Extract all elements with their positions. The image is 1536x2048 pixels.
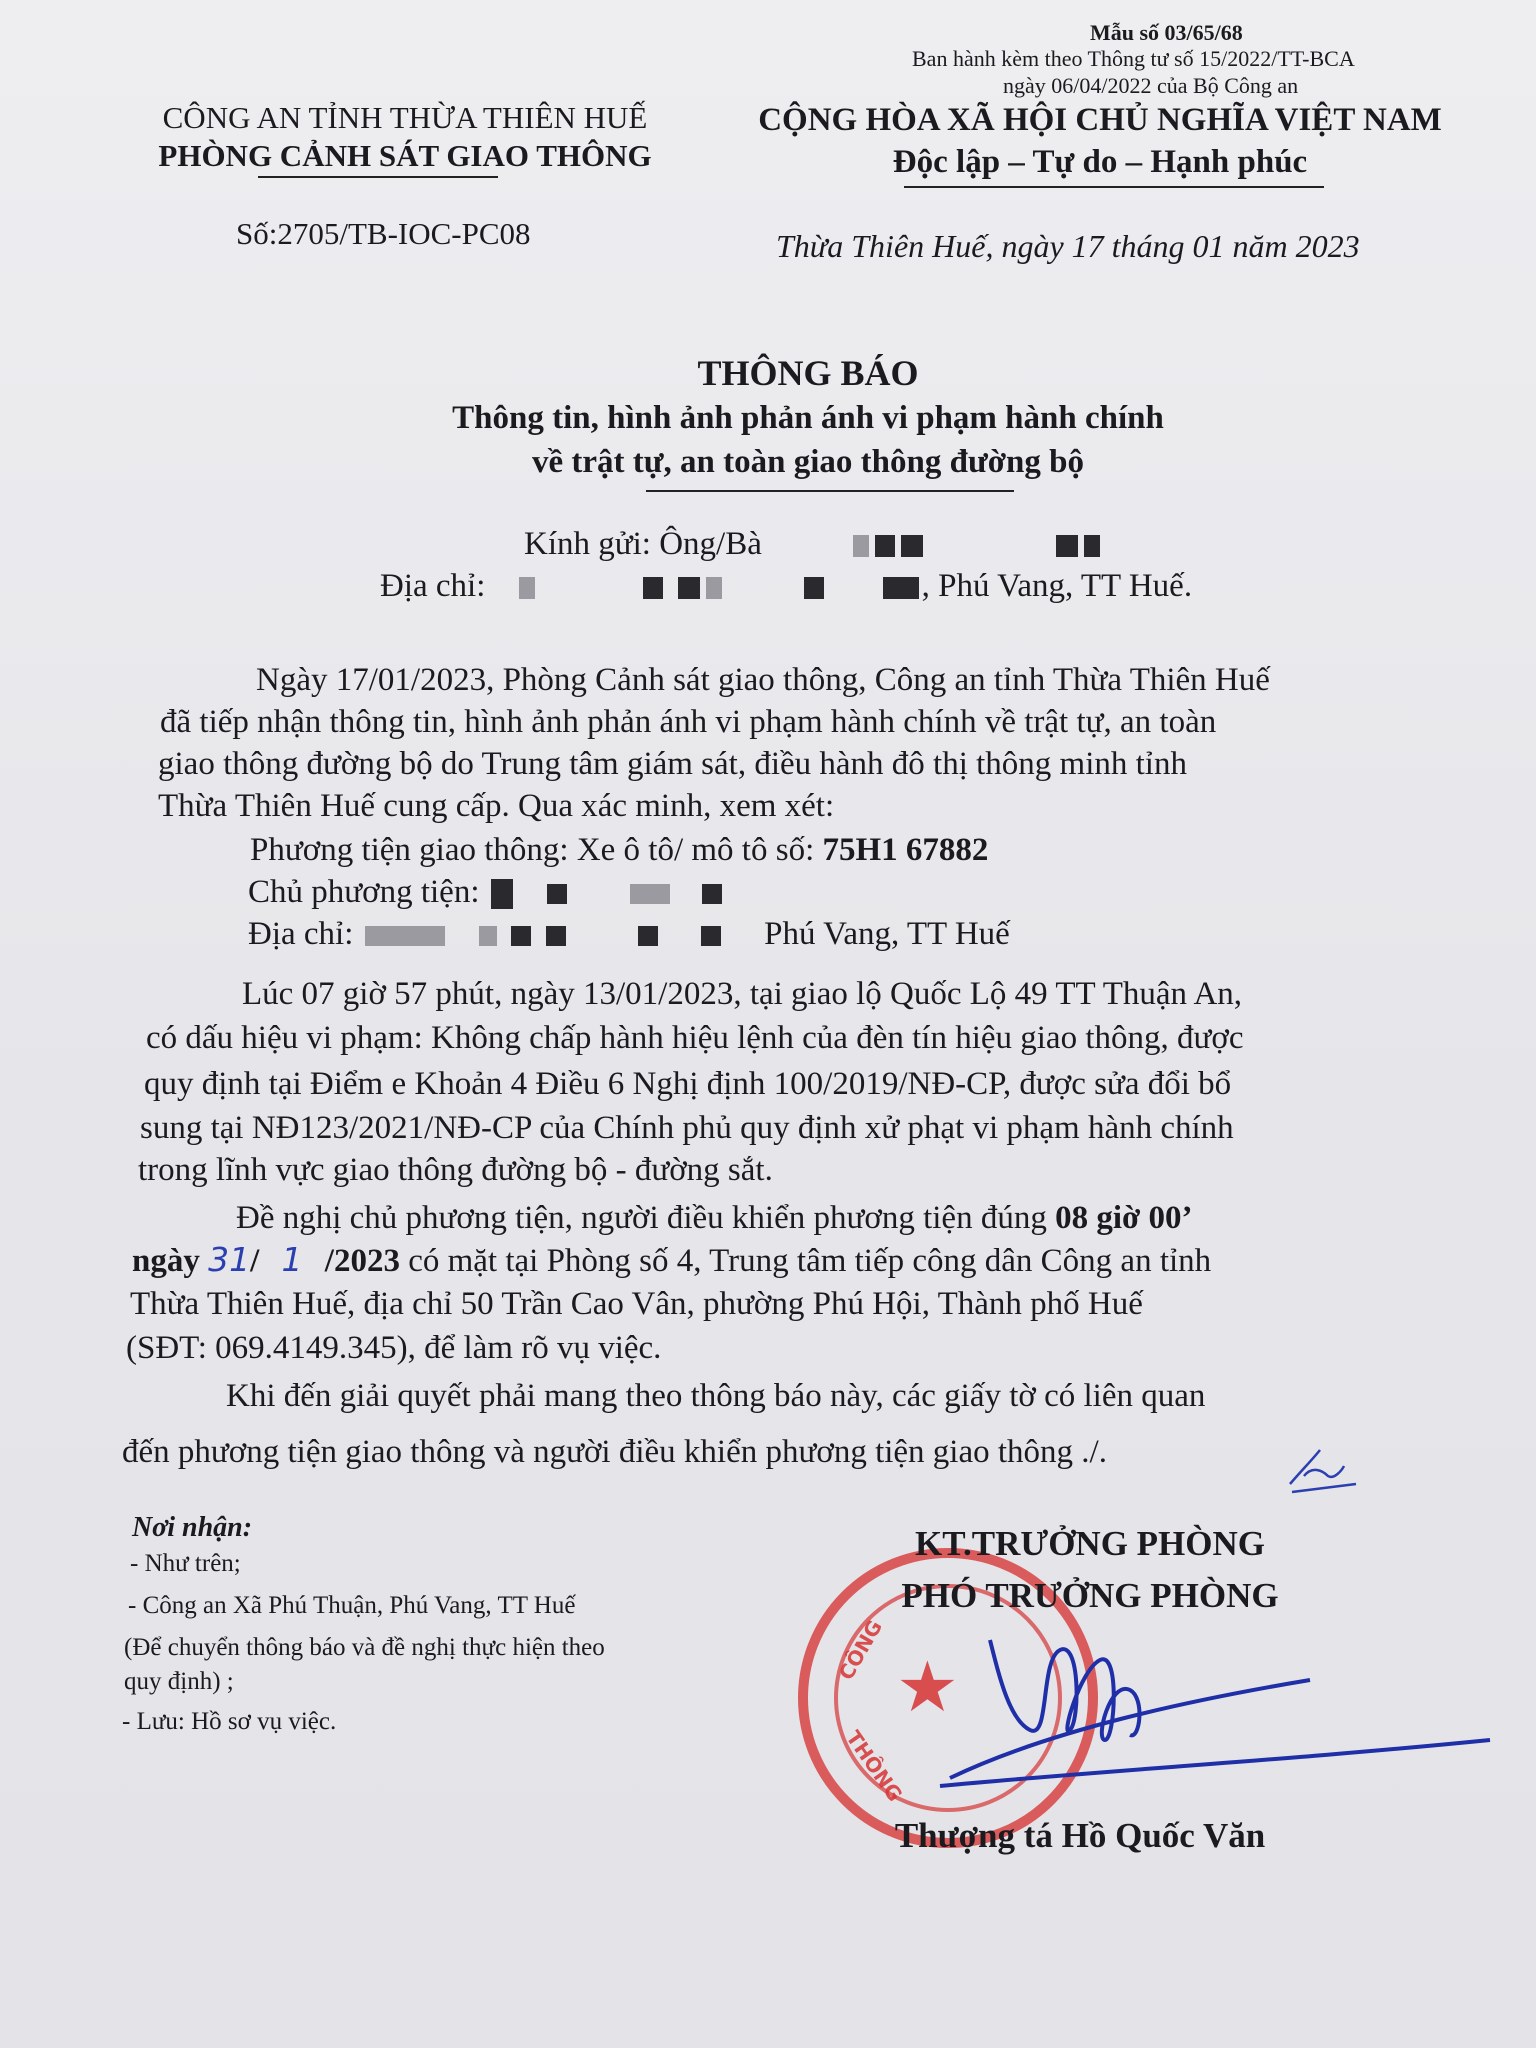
owner-line [248, 872, 725, 912]
stamp-text-bottom: THÔNG [841, 1726, 908, 1806]
p2-line3: quy định tại Điểm e Khoản 4 Điều 6 Nghị định 100/2019/NĐ-CP, được sửa đổi bổ [144, 1066, 1232, 1102]
form-issued-line2: ngày 06/04/2022 của Bộ Công an [1003, 73, 1299, 98]
redacted-name [901, 535, 923, 557]
recipients-title: Nơi nhận: [132, 1512, 253, 1543]
redacted-address [678, 577, 700, 599]
agency-line2: PHÒNG CẢNH SÁT GIAO THÔNG [158, 138, 652, 173]
signer-title1: KT.TRƯỞNG PHÒNG [915, 1524, 1265, 1563]
redacted-address [883, 577, 919, 599]
p3-time: 08 giờ 00’ [1055, 1200, 1193, 1236]
nation-line1: CỘNG HÒA XÃ HỘI CHỦ NGHĨA VIỆT NAM [758, 102, 1442, 138]
recipient-address-label: Địa chỉ: [380, 568, 486, 604]
redacted-name [1056, 535, 1078, 557]
nation-line2: Độc lập – Tự do – Hạnh phúc [892, 144, 1308, 180]
document-number: Số:2705/TB-IOC-PC08 [236, 216, 531, 251]
redacted-name [853, 535, 869, 557]
redacted-name [875, 535, 895, 557]
p3-year: /2023 [316, 1243, 400, 1279]
redacted-owner-address [546, 926, 566, 946]
recipient-address-tail: , Phú Vang, TT Huế. [921, 568, 1193, 604]
redacted-owner [702, 884, 722, 904]
recipients-item4: quy định) ; [124, 1668, 234, 1695]
redacted-owner-address [365, 926, 445, 946]
signer-name: Thượng tá Hồ Quốc Văn [894, 1816, 1266, 1855]
redacted-owner [491, 879, 513, 909]
redacted-address [643, 577, 663, 599]
p2-line4: sung tại NĐ123/2021/NĐ-CP của Chính phủ quy định xử phạt vi phạm hành chính [140, 1110, 1234, 1146]
redacted-owner [630, 884, 670, 904]
redacted-name [1084, 535, 1100, 557]
signer-title2: PHÓ TRƯỞNG PHÒNG [901, 1576, 1279, 1615]
p3-line2-rest: có mặt tại Phòng số 4, Trung tâm tiếp công dân Công an tỉnh [399, 1243, 1212, 1279]
p3-month-handwritten: 1 [281, 1240, 303, 1279]
redacted-owner-address [511, 926, 531, 946]
title-underline [646, 490, 1014, 492]
vehicle-line [250, 830, 988, 870]
p1-line3: giao thông đường bộ do Trung tâm giám sát, điều hành đô thị thông minh tỉnh [158, 746, 1187, 782]
p2-line1: Lúc 07 giờ 57 phút, ngày 13/01/2023, tại giao lộ Quốc Lộ 49 TT Thuận An, [242, 976, 1243, 1012]
p3-line4: (SĐT: 069.4149.345), để làm rõ vụ việc. [126, 1330, 662, 1366]
p4-line2: đến phương tiện giao thông và người điều khiển phương tiện giao thông ./. [122, 1434, 1107, 1470]
p3-line1-text: Đề nghị chủ phương tiện, người điều khiển phương tiện đúng [236, 1200, 1056, 1236]
recipients-item1: - Như trên; [130, 1550, 241, 1577]
stamp-text-left: CÔNG [833, 1615, 888, 1685]
nation-underline [904, 186, 1324, 188]
vehicle-plate: 75H1 67882 [822, 832, 989, 868]
stamp-star-icon: ★ [896, 1650, 959, 1727]
place-date: Thừa Thiên Huế, ngày 17 tháng 01 năm 2023 [776, 228, 1360, 264]
p3-line3: Thừa Thiên Huế, địa chỉ 50 Trần Cao Vân, phường Phú Hội, Thành phố Huế [130, 1286, 1143, 1322]
recipients-item3: (Để chuyển thông báo và đề nghị thực hiện theo [124, 1634, 605, 1661]
recipient-address-line [380, 568, 1192, 605]
notice-title: THÔNG BÁO [697, 353, 919, 393]
handwritten-signature [930, 1620, 1500, 1800]
redacted-address [706, 577, 722, 599]
p1-line2: đã tiếp nhận thông tin, hình ảnh phản ánh vi phạm hành chính về trật tự, an toàn [160, 704, 1217, 740]
owner-address-label: Địa chỉ: [248, 916, 354, 952]
redacted-address [804, 577, 824, 599]
form-issued-line1: Ban hành kèm theo Thông tư số 15/2022/TT-BCA [912, 46, 1355, 71]
p4-line1: Khi đến giải quyết phải mang theo thông báo này, các giấy tờ có liên quan [226, 1378, 1206, 1414]
p3-slash: / [250, 1243, 268, 1279]
p1-line1: Ngày 17/01/2023, Phòng Cảnh sát giao thông, Công an tỉnh Thừa Thiên Huế [256, 662, 1270, 698]
redacted-owner-address [479, 926, 497, 946]
redacted-owner [547, 884, 567, 904]
agency-line1: CÔNG AN TỈNH THỪA THIÊN HUẾ [162, 100, 648, 135]
redacted-owner-address [701, 926, 721, 946]
p2-line5: trong lĩnh vực giao thông đường bộ - đường sắt. [138, 1152, 773, 1188]
p3-line2 [132, 1240, 1211, 1281]
p3-day-handwritten: 31 [208, 1240, 251, 1279]
agency-underline [258, 176, 498, 178]
initials-mark [1282, 1440, 1362, 1500]
redacted-address [519, 577, 535, 599]
notice-subtitle2: về trật tự, an toàn giao thông đường bộ [531, 444, 1084, 480]
owner-address-line [248, 914, 1010, 954]
recipients-item5: - Lưu: Hồ sơ vụ việc. [122, 1708, 337, 1735]
p3-day-label: ngày [132, 1243, 209, 1279]
recipient-label: Kính gửi: Ông/Bà [524, 526, 762, 562]
form-number: Mẫu số 03/65/68 [1090, 20, 1243, 45]
redacted-owner-address [638, 926, 658, 946]
recipient-line [524, 526, 1103, 563]
owner-address-tail: Phú Vang, TT Huế [764, 916, 1010, 952]
p2-line2: có dấu hiệu vi phạm: Không chấp hành hiệu lệnh của đèn tín hiệu giao thông, được [146, 1020, 1244, 1056]
owner-label: Chủ phương tiện: [248, 874, 480, 910]
p1-line4: Thừa Thiên Huế cung cấp. Qua xác minh, xem xét: [158, 788, 835, 824]
vehicle-label: Phương tiện giao thông: Xe ô tô/ mô tô số: [250, 832, 823, 868]
notice-subtitle1: Thông tin, hình ảnh phản ánh vi phạm hành chính [452, 400, 1164, 436]
p3-line1 [236, 1198, 1193, 1238]
recipients-item2: - Công an Xã Phú Thuận, Phú Vang, TT Huế [128, 1592, 576, 1619]
